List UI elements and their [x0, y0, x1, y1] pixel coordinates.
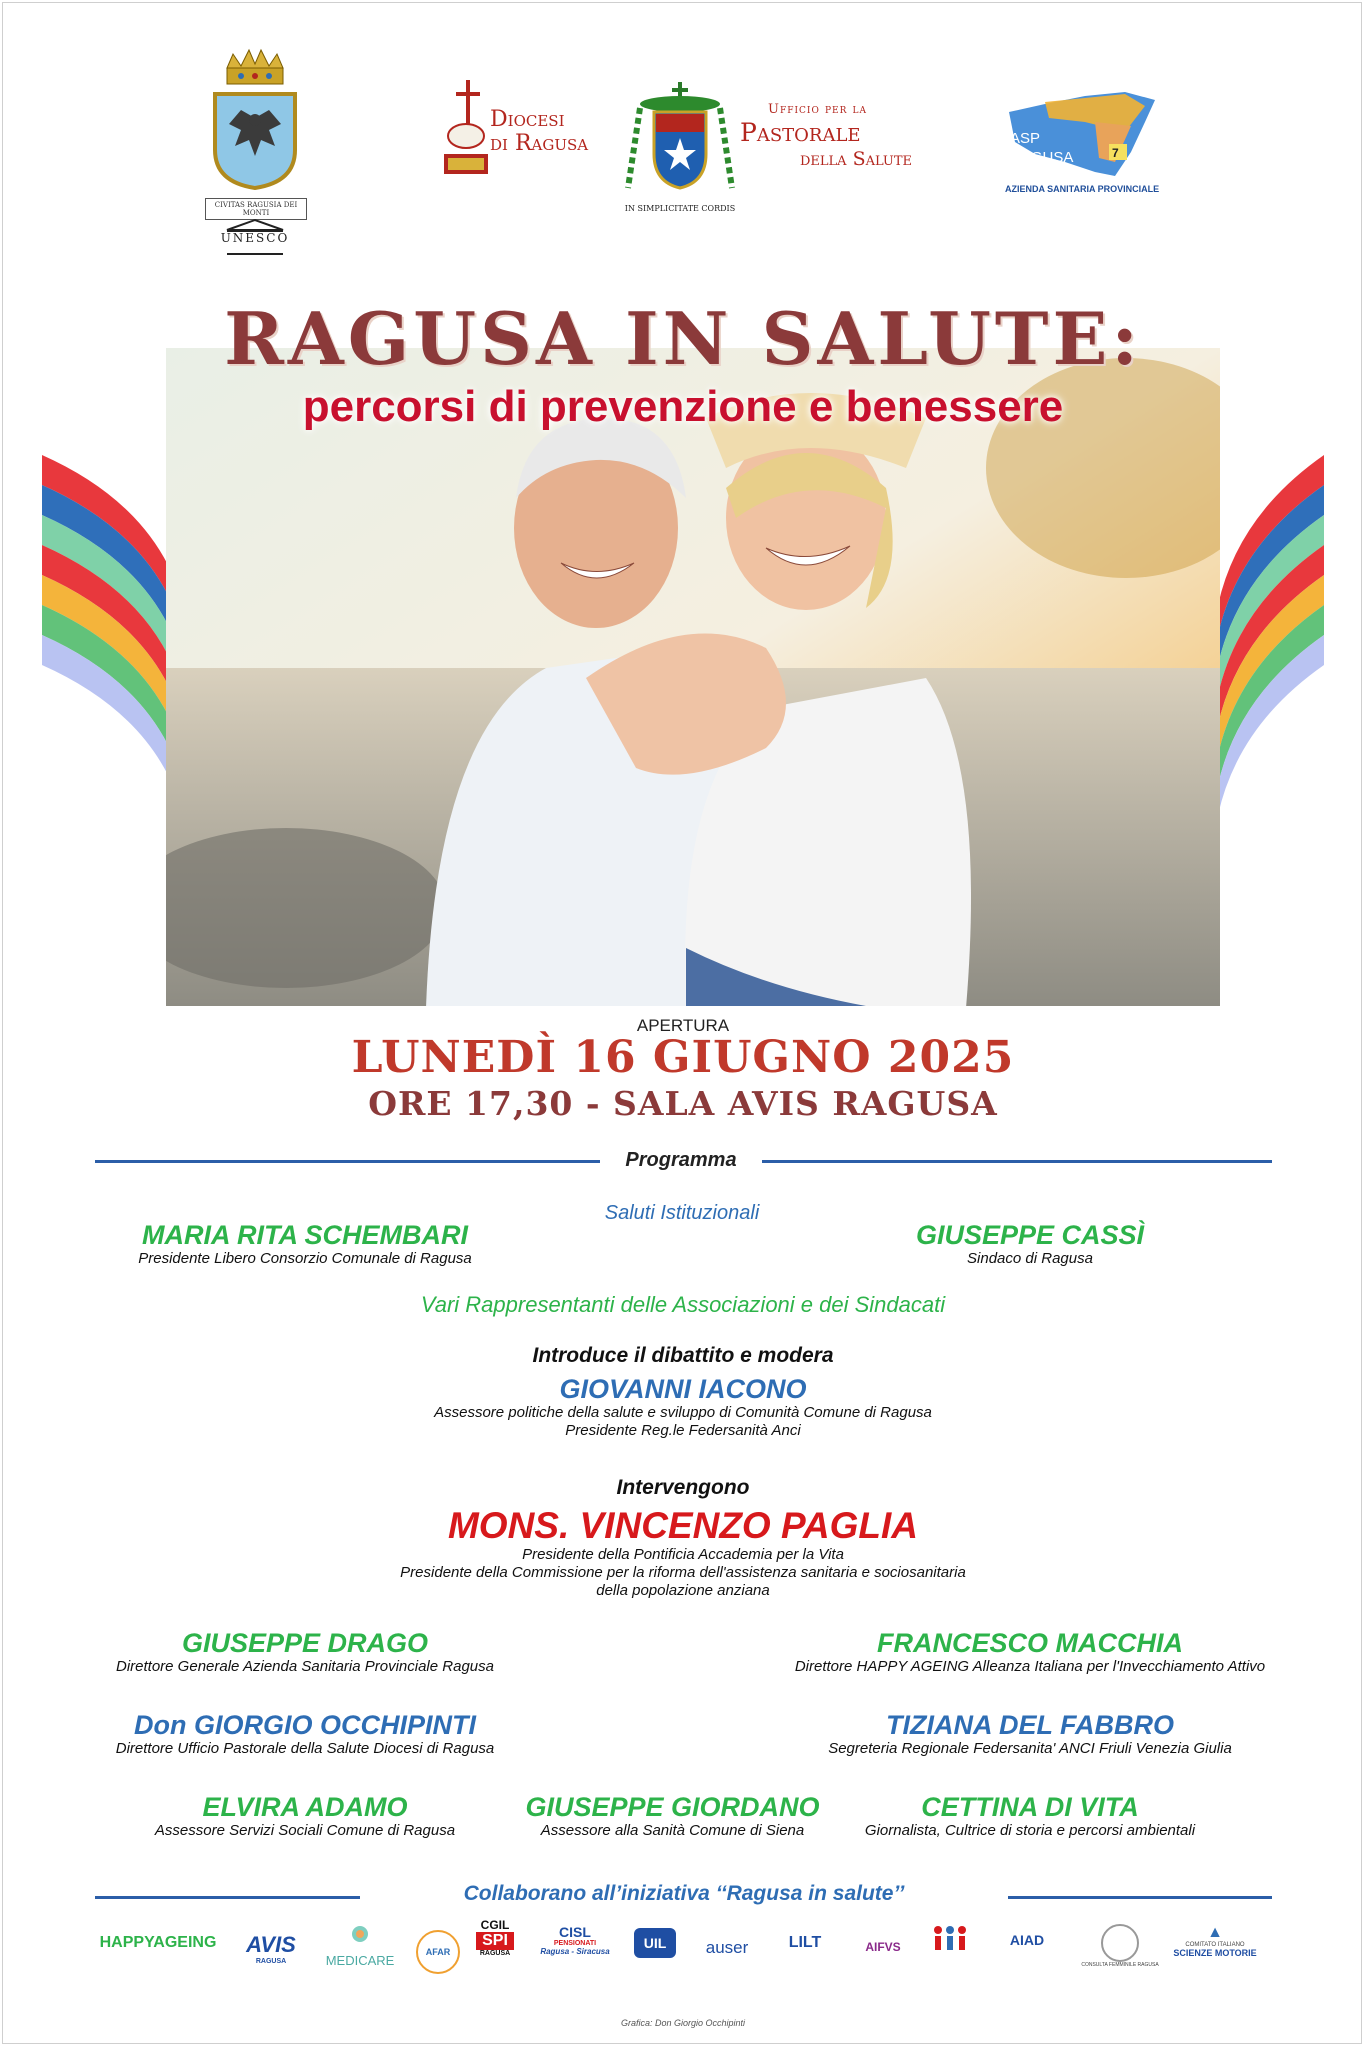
- speaker-giordano: [500, 1792, 845, 1840]
- partner-label: auser: [705, 1938, 749, 1957]
- partner-cisl: [530, 1924, 620, 1984]
- partner-label: CONSULTA FEMMINILE RAGUSA: [1081, 1962, 1159, 1968]
- partner-happyageing: [88, 1934, 228, 1994]
- speaker-iacono: [283, 1374, 1083, 1440]
- ufficio-line2: Pastorale: [740, 118, 861, 147]
- eagle-shield-icon: [211, 90, 299, 190]
- programma-rule-left: [95, 1160, 600, 1163]
- programma-heading: Programma: [625, 1149, 737, 1171]
- partner-label-2: SPI: [476, 1932, 514, 1950]
- partner-label: MEDICARE: [325, 1953, 395, 1968]
- couple-photo-illustration: [166, 348, 1220, 1006]
- partner-sublabel-2: Ragusa - Siracusa: [540, 1947, 610, 1956]
- collaborano-rule-right: [1008, 1896, 1272, 1899]
- speaker-name: Don GIORGIO OCCHIPINTI: [134, 1710, 476, 1740]
- uil-icon: [634, 1928, 676, 1958]
- speaker-role: Assessore politiche della salute e sviluppo di Comunità Comune di Ragusa: [434, 1404, 932, 1421]
- speaker-name: GIUSEPPE CASSÌ: [915, 1220, 1145, 1250]
- partner-sublabel: PENSIONATI: [553, 1940, 597, 1947]
- event-title: RAGUSA IN SALUTE:: [224, 296, 1142, 381]
- speaker-name: MONS. VINCENZO PAGLIA: [447, 1505, 919, 1546]
- speaker-role: Presidente Libero Consorzio Comunale di Ragusa: [138, 1250, 472, 1267]
- partner-label: COMITATO ITALIANO: [1185, 1942, 1245, 1948]
- apertura-label: APERTURA: [636, 1016, 730, 1035]
- speaker-name: GIUSEPPE GIORDANO: [525, 1792, 820, 1822]
- unesco-label: UNESCO: [220, 231, 290, 245]
- partner-label: LILT: [788, 1934, 822, 1951]
- representatives-line: Vari Rappresentanti delle Associazioni e dei Sindacati: [420, 1292, 946, 1317]
- partner-aiad: [982, 1932, 1072, 1992]
- partner-lilt: [770, 1934, 840, 1994]
- partner-logos-row: [80, 1918, 1290, 1984]
- family-figures-icon: [930, 1924, 970, 1954]
- partner-label: UIL: [643, 1935, 667, 1951]
- partner-label: AFAR: [425, 1947, 451, 1957]
- asp-label: ASP: [1010, 130, 1041, 147]
- speaker-role: Giornalista, Cultrice di storia e percorsi ambientali: [864, 1822, 1196, 1839]
- partner-aifvs: [848, 1938, 918, 1998]
- afar-icon: [416, 1930, 460, 1974]
- speaker-delfabbro: [770, 1710, 1290, 1758]
- partner-scienze-motorie: [1165, 1924, 1265, 1984]
- speaker-macchia: [770, 1628, 1290, 1676]
- event-subtitle: percorsi di prevenzione e benessere: [302, 382, 1064, 431]
- event-date: LUNEDÌ 16 GIUGNO 2025: [351, 1032, 1015, 1083]
- partner-label: AIFVS: [865, 1940, 901, 1954]
- crest-motto-scroll: CIVITAS RAGUSIA DEI MONTI: [205, 198, 307, 220]
- rainbow-right-decoration: [1218, 455, 1324, 865]
- partner-label: AIAD: [1009, 1932, 1045, 1948]
- rainbow-left-decoration: [42, 455, 168, 800]
- running-figure-icon: ▲: [1207, 1924, 1223, 1941]
- partner-uil: [625, 1928, 685, 1988]
- speaker-role-2: Presidente Reg.le Federsanità Anci: [565, 1422, 801, 1439]
- partner-label-2: SCIENZE MOTORIE: [1173, 1948, 1257, 1958]
- speaker-cassi: [860, 1220, 1200, 1268]
- crown-icon: [221, 48, 289, 88]
- speaker-role-3: della popolazione anziana: [596, 1582, 770, 1599]
- speaker-name: FRANCESCO MACCHIA: [877, 1628, 1183, 1658]
- introduce-label: Introduce il dibattito e modera: [532, 1344, 834, 1367]
- speaker-role-2: Presidente della Commissione per la riforma dell'assistenza sanitaria e sociosanitaria: [400, 1564, 966, 1581]
- speaker-name: TIZIANA DEL FABBRO: [886, 1710, 1174, 1740]
- speaker-role: Assessore Servizi Sociali Comune di Ragusa: [154, 1822, 456, 1839]
- partner-consulta: [1080, 1924, 1160, 1984]
- speaker-role: Segreteria Regionale Federsanita' ANCI Friuli Venezia Giulia: [828, 1740, 1232, 1757]
- lamb-cross-icon: [440, 78, 490, 188]
- speaker-drago: [90, 1628, 520, 1676]
- asp-subtitle: AZIENDA SANITARIA PROVINCIALE: [1005, 184, 1160, 194]
- diocesi-line2: di Ragusa: [490, 131, 589, 156]
- intervengono-label: Intervengono: [616, 1476, 750, 1499]
- speaker-name: GIOVANNI IACONO: [559, 1374, 807, 1404]
- partner-sublabel: RAGUSA: [479, 1950, 511, 1957]
- speaker-role: Direttore Ufficio Pastorale della Salute Diocesi di Ragusa: [115, 1740, 495, 1757]
- bishop-coat-of-arms-logo: [620, 78, 740, 218]
- partner-cgil-spi: [470, 1918, 520, 1978]
- ufficio-pastorale-logo: [740, 102, 920, 182]
- medicare-icon: [348, 1924, 372, 1948]
- graphic-credit: Grafica: Don Giorgio Occhipinti: [620, 2018, 746, 2028]
- programma-rule-right: [762, 1160, 1272, 1163]
- asp-number: 7: [1112, 146, 1119, 160]
- speaker-role: Direttore HAPPY AGEING Alleanza Italiana per l'Invecchiamento Attivo: [794, 1658, 1266, 1675]
- speaker-schembari: [90, 1220, 520, 1268]
- saluti-istituzionali-label: Saluti Istituzionali: [604, 1202, 760, 1224]
- speaker-role: Presidente della Pontificia Accademia per la Vita: [522, 1546, 844, 1563]
- speaker-occhipinti: [90, 1710, 520, 1758]
- ragusa-crest-logo: [205, 48, 305, 258]
- partner-label: HAPPYAGEING: [99, 1934, 217, 1951]
- partner-auser: [692, 1938, 762, 1998]
- partner-family-icon: [925, 1924, 975, 1984]
- ufficio-line1: Ufficio per la: [768, 102, 867, 117]
- asp-ragusa-logo: [1005, 92, 1165, 202]
- episcopal-arms-icon: [620, 78, 740, 202]
- diocesi-ragusa-logo: [440, 78, 610, 188]
- ufficio-line3: della Salute: [800, 148, 913, 170]
- speaker-name: GIUSEPPE DRAGO: [181, 1628, 429, 1658]
- speaker-role: Sindaco di Ragusa: [967, 1250, 1093, 1267]
- speaker-name: ELVIRA ADAMO: [202, 1792, 408, 1822]
- speaker-role: Direttore Generale Azienda Sanitaria Provinciale Ragusa: [116, 1658, 494, 1675]
- partner-label: AVIS: [246, 1932, 296, 1957]
- partner-medicare: [315, 1924, 405, 1984]
- hero-photo-seniors: [166, 348, 1220, 1006]
- diocesi-line1: Diocesi: [490, 107, 565, 132]
- partner-afar: [413, 1930, 463, 1990]
- event-time-venue: ORE 17,30 - SALA AVIS RAGUSA: [368, 1084, 998, 1123]
- diocesi-name: [490, 108, 588, 156]
- speaker-name: MARIA RITA SCHEMBARI: [142, 1220, 468, 1250]
- speaker-role: Assessore alla Sanità Comune di Siena: [540, 1822, 805, 1839]
- partner-avis: [235, 1932, 307, 1992]
- speaker-paglia: [283, 1506, 1083, 1600]
- consulta-icon: [1101, 1924, 1139, 1962]
- speaker-name: CETTINA DI VITA: [921, 1792, 1139, 1822]
- partner-sublabel: RAGUSA: [255, 1958, 287, 1965]
- asp-city: RAGUSA: [1010, 149, 1074, 166]
- collaborano-rule-left: [95, 1896, 360, 1899]
- collaborano-heading: Collaborano all’iniziativa ‘‘Ragusa in salute’’: [463, 1882, 905, 1905]
- partner-label: CGIL: [480, 1918, 510, 1932]
- speaker-adamo: [130, 1792, 480, 1840]
- bishop-motto: IN SIMPLICITATE CORDIS: [624, 204, 736, 213]
- partner-label: CISL: [559, 1924, 591, 1940]
- speaker-divita: [845, 1792, 1215, 1840]
